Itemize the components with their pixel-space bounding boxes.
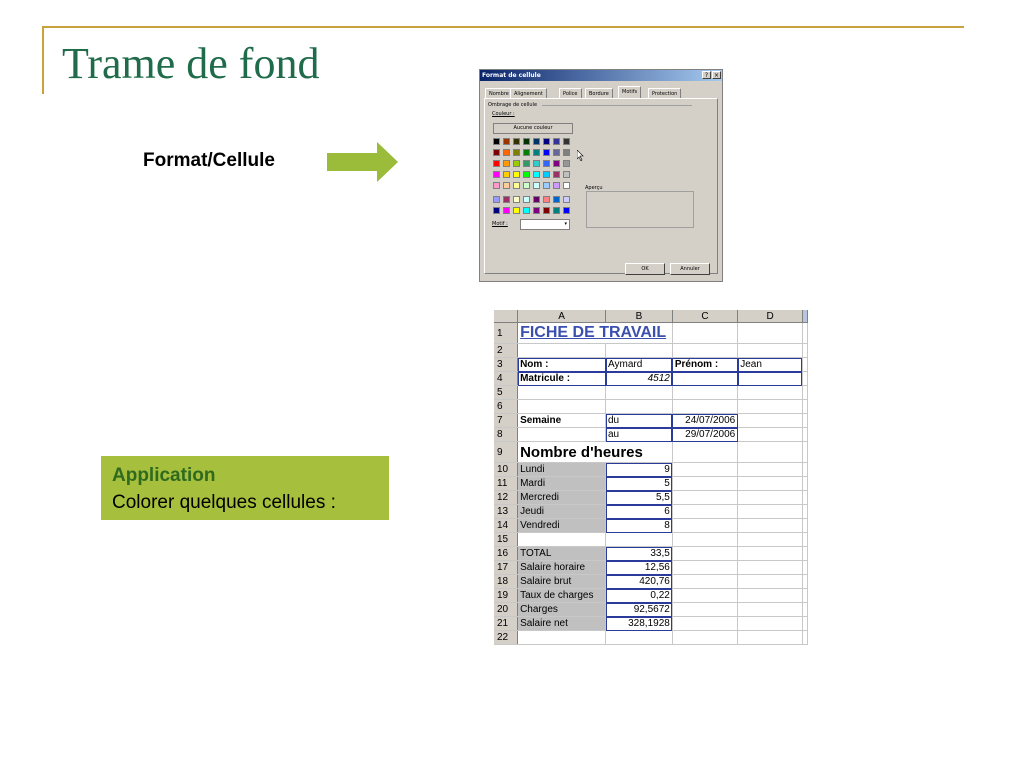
cell-value: Nom :: [520, 359, 549, 370]
column-header[interactable]: [802, 310, 807, 323]
pattern-dropdown[interactable]: [520, 219, 570, 230]
cell-d[interactable]: [738, 589, 803, 603]
cell-d[interactable]: [738, 323, 803, 344]
cell-d[interactable]: [738, 547, 803, 561]
cell-value: 24/07/2006: [685, 415, 736, 426]
cell-d[interactable]: [738, 344, 803, 358]
row-header[interactable]: 13: [494, 505, 518, 519]
cell-value: 29/07/2006: [685, 429, 736, 440]
cell-e[interactable]: [802, 547, 807, 561]
cell-b[interactable]: [606, 617, 673, 631]
table-row: [494, 344, 808, 358]
cell-a[interactable]: [518, 491, 606, 505]
color-swatch[interactable]: [503, 149, 510, 156]
cell-value: Salaire horaire: [520, 562, 586, 573]
color-swatch[interactable]: [563, 160, 570, 167]
cancel-button[interactable]: Annuler: [670, 263, 710, 275]
column-header[interactable]: D: [738, 310, 803, 323]
cell-value: Charges: [520, 604, 558, 615]
cell-c[interactable]: [672, 547, 737, 561]
table-row: [494, 463, 808, 477]
cell-c[interactable]: [672, 603, 737, 617]
table-row: [494, 400, 808, 414]
cell-c[interactable]: [672, 372, 737, 386]
cell-c[interactable]: [672, 505, 737, 519]
cell-a[interactable]: [518, 358, 606, 372]
cell-a[interactable]: [518, 561, 606, 575]
cell-value: Prénom :: [674, 359, 719, 370]
table-row: [494, 603, 808, 617]
table-row: [494, 323, 808, 344]
ok-button[interactable]: OK: [625, 263, 665, 275]
cell-b[interactable]: [606, 603, 673, 617]
menu-path-label: Format/Cellule: [143, 150, 275, 171]
color-swatch[interactable]: [533, 138, 540, 145]
preview-label: Aperçu: [585, 185, 603, 191]
color-swatch[interactable]: [523, 182, 530, 189]
color-swatch[interactable]: [543, 182, 550, 189]
row-header[interactable]: 21: [494, 617, 518, 631]
table-row: [494, 372, 808, 386]
cell-b[interactable]: [606, 477, 673, 491]
color-swatch[interactable]: [493, 182, 500, 189]
color-swatch[interactable]: [543, 171, 550, 178]
row-header[interactable]: 16: [494, 547, 518, 561]
cell-value: 12,56: [644, 562, 670, 573]
cell-value: Mercredi: [520, 492, 559, 503]
dialog-title-bar: [480, 70, 722, 81]
cell-value: 92,5672: [633, 604, 670, 615]
cell-c[interactable]: [672, 477, 737, 491]
table-row: [494, 358, 808, 372]
color-swatch[interactable]: [553, 160, 560, 167]
cell-value: Salaire net: [520, 618, 568, 629]
color-swatch[interactable]: [523, 160, 530, 167]
table-row: [494, 505, 808, 519]
cell-e[interactable]: [802, 477, 807, 491]
cell-c[interactable]: [672, 323, 737, 344]
cell-value: 4512: [647, 373, 670, 384]
cell-c[interactable]: [672, 589, 737, 603]
cell-e[interactable]: [802, 589, 807, 603]
group-divider: [542, 105, 692, 106]
cell-d[interactable]: [738, 477, 803, 491]
color-swatch[interactable]: [533, 207, 540, 214]
table-row: [494, 547, 808, 561]
table-row: [494, 533, 808, 547]
cell-e[interactable]: [802, 358, 807, 372]
cell-c[interactable]: [672, 442, 737, 463]
row-header[interactable]: 5: [494, 386, 518, 400]
cell-a[interactable]: [518, 617, 606, 631]
cell-e[interactable]: [802, 575, 807, 589]
color-swatch[interactable]: [553, 149, 560, 156]
table-row: [494, 442, 808, 463]
cell-a[interactable]: [518, 372, 606, 386]
slide-title: Trame de fond: [62, 39, 320, 88]
color-swatch[interactable]: [493, 149, 500, 156]
table-row: [494, 414, 808, 428]
cell-d[interactable]: [738, 519, 803, 533]
color-swatch[interactable]: [563, 182, 570, 189]
table-row: [494, 575, 808, 589]
cell-d[interactable]: [738, 603, 803, 617]
cell-d[interactable]: [738, 428, 803, 442]
color-swatch[interactable]: [523, 196, 530, 203]
cell-value: 9: [664, 464, 670, 475]
cell-value: Mardi: [520, 478, 546, 489]
cell-b[interactable]: [606, 589, 673, 603]
color-swatch[interactable]: [493, 196, 500, 203]
row-header[interactable]: 1: [494, 323, 518, 344]
color-swatch[interactable]: [513, 160, 520, 167]
cell-value: Lundi: [520, 464, 545, 475]
cell-value: Semaine: [520, 415, 562, 426]
cell-c[interactable]: [672, 428, 737, 442]
color-swatch[interactable]: [563, 149, 570, 156]
dialog-title: Format de cellule: [482, 72, 541, 79]
column-header[interactable]: C: [672, 310, 737, 323]
cell-a[interactable]: [518, 463, 606, 477]
row-header[interactable]: 22: [494, 631, 518, 645]
cell-value: au: [608, 429, 620, 440]
cell-e[interactable]: [802, 414, 807, 428]
cell-value: Vendredi: [520, 520, 560, 531]
cell-e[interactable]: [802, 617, 807, 631]
color-swatch[interactable]: [503, 182, 510, 189]
table-row: [494, 631, 808, 645]
shading-group-label: Ombrage de cellule: [488, 102, 538, 108]
preview-box: [586, 191, 694, 228]
color-swatch[interactable]: [533, 182, 540, 189]
cell-value: Nombre d'heures: [520, 443, 643, 461]
cell-value: 420,76: [639, 576, 670, 587]
color-swatch[interactable]: [563, 196, 570, 203]
help-button[interactable]: ?: [702, 71, 711, 79]
cell-e[interactable]: [802, 372, 807, 386]
cell-b[interactable]: [606, 491, 673, 505]
cell-e[interactable]: [802, 519, 807, 533]
row-header[interactable]: 17: [494, 561, 518, 575]
row-header[interactable]: 18: [494, 575, 518, 589]
cell-c[interactable]: [672, 519, 737, 533]
cell-a[interactable]: [518, 400, 606, 414]
cell-c[interactable]: [672, 491, 737, 505]
cell-value: Jeudi: [520, 506, 544, 517]
cell-value: Jean: [740, 359, 762, 370]
cell-e[interactable]: [802, 631, 807, 645]
cell-b[interactable]: [606, 505, 673, 519]
row-header[interactable]: 9: [494, 442, 518, 463]
cell-e[interactable]: [802, 533, 807, 547]
color-swatch[interactable]: [563, 171, 570, 178]
mouse-cursor-icon: [577, 150, 585, 161]
table-row: [494, 561, 808, 575]
cell-a[interactable]: [518, 477, 606, 491]
row-header[interactable]: 4: [494, 372, 518, 386]
column-header[interactable]: B: [606, 310, 673, 323]
chevron-down-icon: ▾: [564, 221, 567, 227]
cell-value: Matricule :: [520, 373, 571, 384]
cell-b[interactable]: [606, 344, 673, 358]
color-swatch[interactable]: [553, 207, 560, 214]
cell-value: 328,1928: [628, 618, 670, 629]
cell-c[interactable]: [672, 631, 737, 645]
cell-b[interactable]: [606, 575, 673, 589]
table-row: [494, 491, 808, 505]
tab-protection[interactable]: Protection: [648, 88, 681, 99]
color-swatch[interactable]: [513, 207, 520, 214]
close-button[interactable]: ×: [713, 72, 720, 79]
row-header[interactable]: 7: [494, 414, 518, 428]
color-label: Couleur :: [492, 111, 515, 117]
cell-e[interactable]: [802, 603, 807, 617]
color-swatch[interactable]: [533, 160, 540, 167]
color-swatch[interactable]: [523, 207, 530, 214]
cell-a[interactable]: [518, 575, 606, 589]
cell-e[interactable]: [802, 463, 807, 477]
color-swatch[interactable]: [493, 207, 500, 214]
tab-alignement[interactable]: Alignement: [510, 88, 547, 99]
cell-d[interactable]: [738, 561, 803, 575]
cell-b[interactable]: [606, 386, 673, 400]
cell-value: Taux de charges: [520, 590, 594, 601]
color-swatch[interactable]: [533, 171, 540, 178]
cell-a[interactable]: [518, 344, 606, 358]
column-header[interactable]: A: [518, 310, 606, 323]
cell-value: Salaire brut: [520, 576, 572, 587]
color-swatch[interactable]: [543, 160, 550, 167]
row-header[interactable]: 2: [494, 344, 518, 358]
cell-b[interactable]: [606, 547, 673, 561]
color-swatch[interactable]: [513, 138, 520, 145]
application-title: Application: [112, 465, 216, 486]
cell-e[interactable]: [802, 323, 807, 344]
color-swatch[interactable]: [563, 138, 570, 145]
cell-b[interactable]: [606, 414, 673, 428]
title-rule-vertical: [42, 26, 44, 94]
cell-value: FICHE DE TRAVAIL: [520, 324, 667, 341]
color-swatch[interactable]: [553, 182, 560, 189]
cell-d[interactable]: [738, 372, 803, 386]
cell-e[interactable]: [802, 386, 807, 400]
cell-a[interactable]: [518, 547, 606, 561]
cell-c[interactable]: [672, 575, 737, 589]
cell-value: 0,22: [650, 590, 670, 601]
cell-e[interactable]: [802, 428, 807, 442]
tab-motifs[interactable]: Motifs: [618, 86, 641, 99]
cell-a[interactable]: [518, 533, 606, 547]
color-swatch[interactable]: [493, 138, 500, 145]
color-swatch[interactable]: [503, 171, 510, 178]
cell-b[interactable]: [606, 358, 673, 372]
cell-value: Aymard: [608, 359, 643, 370]
color-swatch[interactable]: [523, 149, 530, 156]
cell-d[interactable]: [738, 442, 803, 463]
cell-a[interactable]: [518, 519, 606, 533]
cell-a[interactable]: [518, 505, 606, 519]
cell-d[interactable]: [738, 463, 803, 477]
color-swatch[interactable]: [543, 207, 550, 214]
cell-value: 8: [664, 520, 670, 531]
cell-b[interactable]: [606, 463, 673, 477]
cell-c[interactable]: [672, 463, 737, 477]
cell-e[interactable]: [802, 344, 807, 358]
cell-e[interactable]: [802, 505, 807, 519]
color-swatch[interactable]: [513, 182, 520, 189]
spreadsheet: [494, 310, 808, 654]
cell-b[interactable]: [606, 519, 673, 533]
row-header[interactable]: 11: [494, 477, 518, 491]
table-row: [494, 477, 808, 491]
color-swatch[interactable]: [503, 207, 510, 214]
tab-bordure[interactable]: Bordure: [585, 88, 613, 99]
format-cell-dialog: [479, 69, 723, 282]
color-swatch[interactable]: [543, 149, 550, 156]
cell-a[interactable]: [518, 323, 673, 344]
cell-d[interactable]: [738, 505, 803, 519]
cell-e[interactable]: [802, 561, 807, 575]
cell-d[interactable]: [738, 631, 803, 645]
color-swatch[interactable]: [513, 171, 520, 178]
color-swatch[interactable]: [533, 149, 540, 156]
color-swatch[interactable]: [533, 196, 540, 203]
table-row: [494, 617, 808, 631]
cell-d[interactable]: [738, 400, 803, 414]
cell-b[interactable]: [606, 372, 673, 386]
cell-b[interactable]: [606, 533, 673, 547]
cell-c[interactable]: [672, 400, 737, 414]
no-color-button[interactable]: Aucune couleur: [493, 123, 573, 134]
color-swatch[interactable]: [563, 207, 570, 214]
cell-d[interactable]: [738, 575, 803, 589]
cell-a[interactable]: [518, 442, 673, 463]
right-arrow-icon: [327, 140, 399, 184]
cell-d[interactable]: [738, 533, 803, 547]
cell-d[interactable]: [738, 617, 803, 631]
cell-value: TOTAL: [520, 548, 552, 559]
cell-c[interactable]: [672, 344, 737, 358]
color-swatch[interactable]: [543, 196, 550, 203]
color-swatch[interactable]: [503, 196, 510, 203]
color-swatch[interactable]: [553, 171, 560, 178]
cell-a[interactable]: [518, 414, 606, 428]
color-swatch[interactable]: [503, 138, 510, 145]
color-swatch[interactable]: [553, 196, 560, 203]
row-header[interactable]: 19: [494, 589, 518, 603]
cell-c[interactable]: [672, 617, 737, 631]
color-swatch[interactable]: [553, 138, 560, 145]
table-row: [494, 519, 808, 533]
title-rule-horizontal: [42, 26, 964, 28]
color-swatch[interactable]: [523, 171, 530, 178]
tab-nombre[interactable]: Nombre: [485, 88, 513, 99]
color-swatch[interactable]: [523, 138, 530, 145]
cell-c[interactable]: [672, 414, 737, 428]
row-header[interactable]: 3: [494, 358, 518, 372]
row-header[interactable]: 15: [494, 533, 518, 547]
cell-c[interactable]: [672, 358, 737, 372]
color-swatch[interactable]: [513, 149, 520, 156]
cell-e[interactable]: [802, 491, 807, 505]
sheet-grid: [494, 310, 808, 645]
color-swatch[interactable]: [513, 196, 520, 203]
select-all-corner[interactable]: [494, 310, 518, 323]
cell-a[interactable]: [518, 631, 606, 645]
cell-value: 5,5: [655, 492, 670, 503]
color-swatch[interactable]: [493, 160, 500, 167]
cell-e[interactable]: [802, 400, 807, 414]
row-header[interactable]: 14: [494, 519, 518, 533]
cell-value: du: [608, 415, 620, 426]
color-swatch[interactable]: [493, 171, 500, 178]
cell-e[interactable]: [802, 442, 807, 463]
color-swatch[interactable]: [503, 160, 510, 167]
cell-d[interactable]: [738, 386, 803, 400]
cell-c[interactable]: [672, 386, 737, 400]
cell-b[interactable]: [606, 400, 673, 414]
cell-d[interactable]: [738, 491, 803, 505]
cell-a[interactable]: [518, 428, 606, 442]
row-header[interactable]: 20: [494, 603, 518, 617]
cell-a[interactable]: [518, 603, 606, 617]
cell-c[interactable]: [672, 561, 737, 575]
cell-b[interactable]: [606, 428, 673, 442]
tab-police[interactable]: Police: [559, 88, 582, 99]
cell-value: 33,5: [650, 548, 670, 559]
cell-value: 6: [664, 506, 670, 517]
cell-value: 5: [664, 478, 670, 489]
color-swatch[interactable]: [543, 138, 550, 145]
table-row: [494, 386, 808, 400]
cell-d[interactable]: [738, 358, 803, 372]
row-header[interactable]: 12: [494, 491, 518, 505]
table-row: [494, 428, 808, 442]
cell-d[interactable]: [738, 414, 803, 428]
cell-b[interactable]: [606, 631, 673, 645]
application-text: Colorer quelques cellules :: [112, 492, 336, 513]
pattern-label: Motif :: [492, 221, 508, 227]
table-row: [494, 589, 808, 603]
row-header[interactable]: 6: [494, 400, 518, 414]
cell-c[interactable]: [672, 533, 737, 547]
cell-a[interactable]: [518, 589, 606, 603]
row-header[interactable]: 10: [494, 463, 518, 477]
row-header[interactable]: 8: [494, 428, 518, 442]
cell-a[interactable]: [518, 386, 606, 400]
cell-b[interactable]: [606, 561, 673, 575]
